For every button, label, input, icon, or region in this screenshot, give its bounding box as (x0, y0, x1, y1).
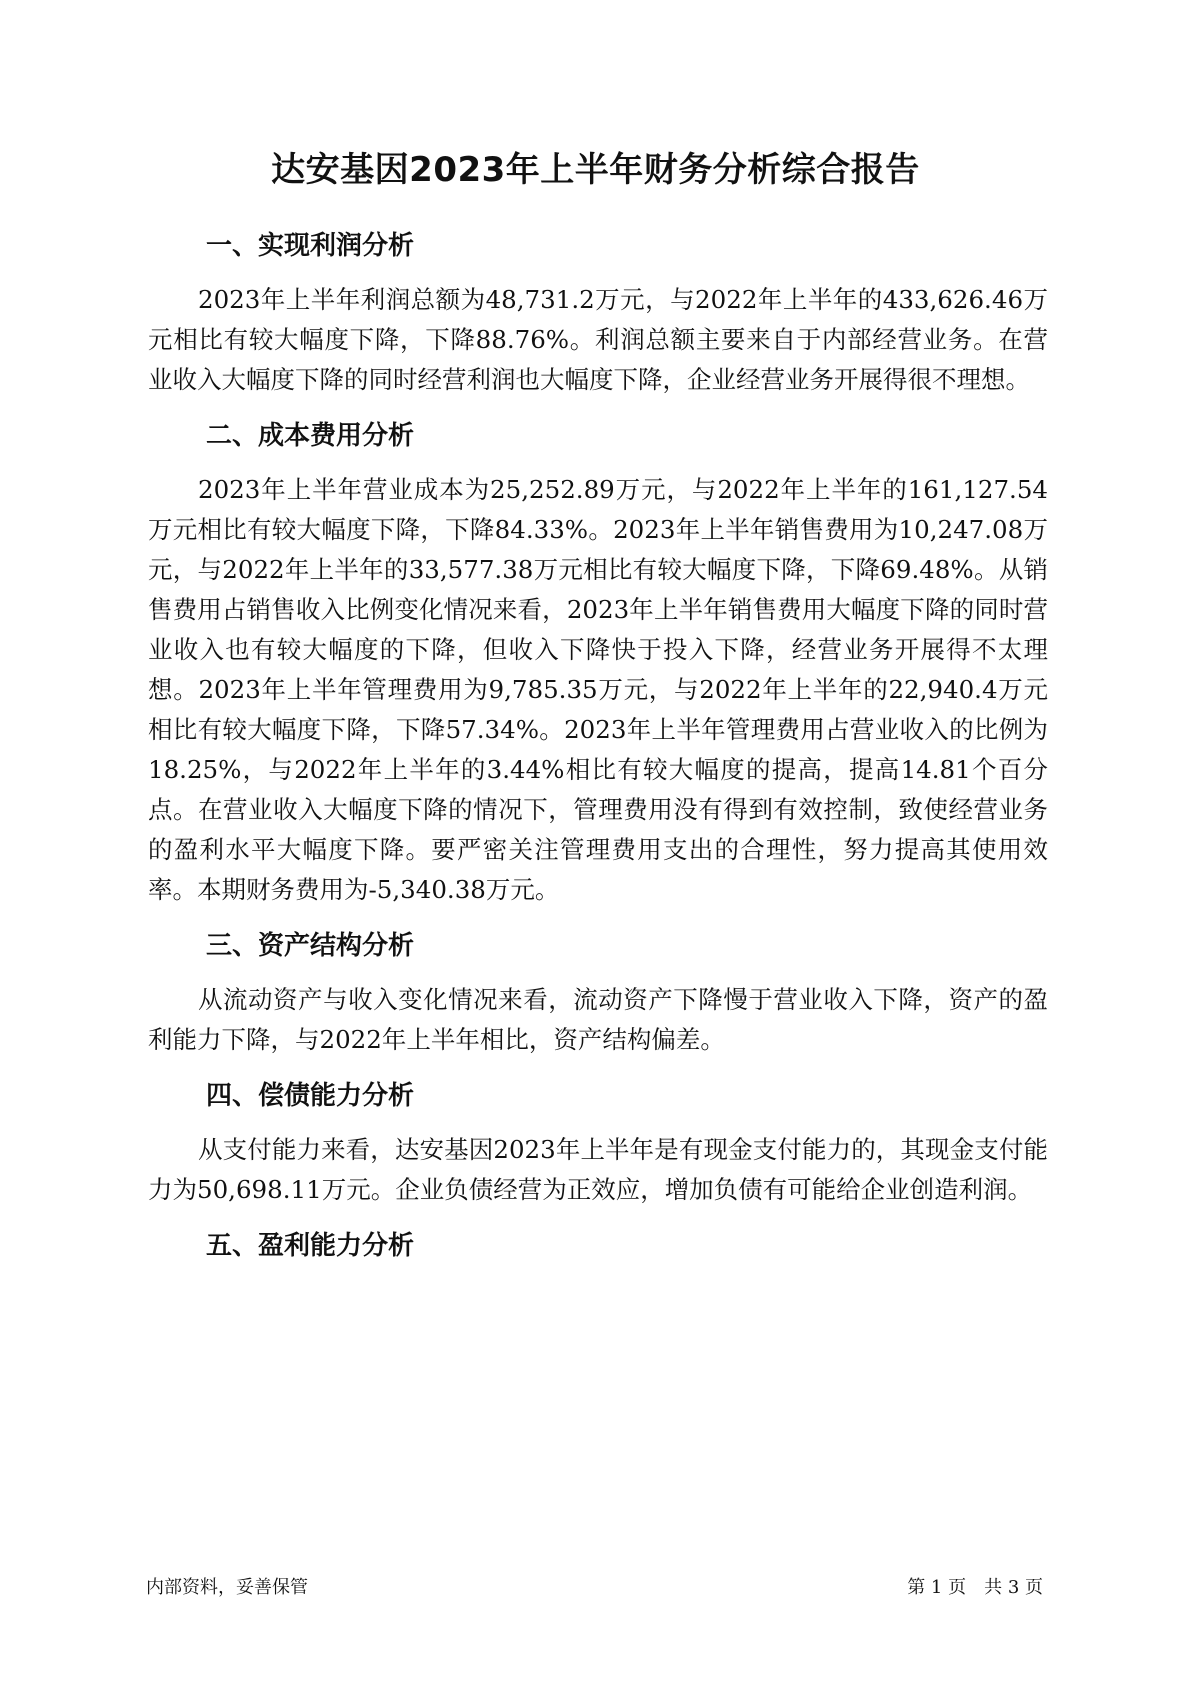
section-paragraph: 2023年上半年营业成本为25,252.89万元，与2022年上半年的161,127.54万元相比有较大幅度下降，下降84.33%。2023年上半年销售费用为10,247.08万元，与2022年上半年的33,577.38万元相比有较大幅度下降，下降69.48%。从销售费用占销售收入比例变化情况来看，2023年上半年销售费用大幅度下降的同时营业收入也有较大幅度的下降，但收入下降快于投入下降，经营业务开展得不太理想。2023年上半年管理费用为9,785.35万元，与2022年上半年的22,940.4万元相比有较大幅度下降，下降57.34%。2023年上半年管理费用占营业收入的比例为18.25%，与2022年上半年的3.44%相比有较大幅度的提高，提高14.81个百分点。在营业收入大幅度下降的情况下，管理费用没有得到有效控制，致使经营业务的盈利水平大幅度下降。要严密关注管理费用支出的合理性，努力提高其使用效率。本期财务费用为-5,340.38万元。 (148, 475, 1048, 904)
section-profit (148, 226, 1048, 400)
section-asset-structure (148, 926, 1048, 1060)
section-heading: 三、资产结构分析 (206, 931, 415, 961)
section-paragraph: 2023年上半年利润总额为48,731.2万元，与2022年上半年的433,626.46万元相比有较大幅度下降，下降88.76%。利润总额主要来自于内部经营业务。在营业收入大幅度下降的同时经营利润也大幅度下降，企业经营业务开展得很不理想。 (148, 285, 1048, 394)
section-heading: 五、盈利能力分析 (206, 1231, 415, 1261)
section-heading: 一、实现利润分析 (206, 231, 415, 261)
document-body (148, 226, 1048, 1280)
section-solvency (148, 1076, 1048, 1210)
footer-page-number: 第 1 页 共 3 页 (907, 1577, 1043, 1598)
footer-confidential-note: 内部资料，妥善保管 (146, 1577, 308, 1598)
section-cost (148, 416, 1048, 910)
document-title: 达安基因2023年上半年财务分析综合报告 (271, 150, 920, 190)
section-paragraph: 从支付能力来看，达安基因2023年上半年是有现金支付能力的，其现金支付能力为50,698.11万元。企业负债经营为正效应，增加负债有可能给企业创造利润。 (148, 1135, 1048, 1204)
section-heading: 二、成本费用分析 (206, 421, 415, 451)
section-paragraph: 从流动资产与收入变化情况来看，流动资产下降慢于营业收入下降，资产的盈利能力下降，与2022年上半年相比，资产结构偏差。 (148, 985, 1048, 1054)
section-profitability (148, 1226, 1048, 1266)
section-heading: 四、偿债能力分析 (206, 1081, 415, 1111)
